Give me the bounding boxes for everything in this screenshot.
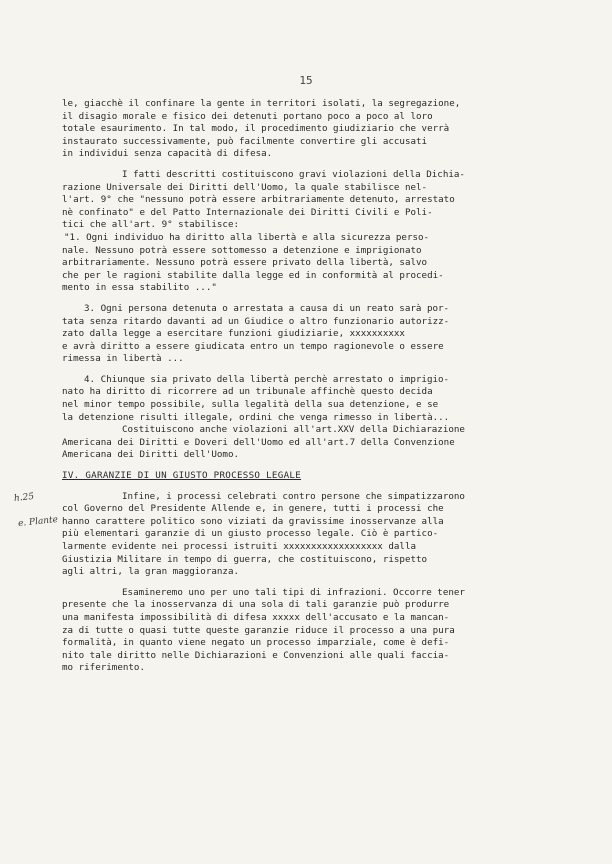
- page-number: 15: [299, 74, 313, 87]
- text-line: tata senza ritardo davanti ad un Giudice o altro funzionario autorizz-: [62, 315, 450, 327]
- text-line: agli altri, la gran maggioranza.: [62, 566, 240, 578]
- text-line: I fatti descritti costituiscono gravi violazioni della Dichia-: [122, 168, 465, 180]
- text-line: Esamineremo uno per uno tali tipi di infrazioni. Occorre tener: [122, 586, 465, 598]
- text-line: rimessa in libertà ...: [62, 353, 184, 365]
- text-line: una manifesta impossibilità di difesa xxxxx dell'accusato e la mancan-: [62, 611, 450, 623]
- text-line: nel minor tempo possibile, sulla legalità della sua detenzione, e se: [62, 399, 439, 411]
- text-line: mo riferimento.: [62, 662, 145, 674]
- paragraph: [62, 98, 572, 161]
- text-line: Americana dei Diritti e Doveri dell'Uomo ed all'art.7 della Convenzione: [62, 436, 455, 448]
- text-line: 3. Ogni persona detenuta o arrestata a causa di un reato sarà por-: [84, 302, 450, 314]
- text-line: tici che all'art. 9° stabilisce:: [62, 219, 240, 231]
- text-line: e avrà diritto a essere giudicata entro un tempo ragionevole o essere: [62, 340, 444, 352]
- text-line: l'art. 9° che "nessuno potrà essere arbitrariamente detenuto, arrestato: [62, 194, 455, 206]
- text-line: larmente evidente nei processi istruiti xxxxxxxxxxxxxxxxxx dalla: [62, 541, 417, 552]
- text-line: mento in essa stabilito ...": [62, 282, 217, 294]
- text-line: zato dalla legge a esercitare funzioni giudiziarie, xxxxxxxxxx: [62, 328, 405, 340]
- document-body: [62, 98, 572, 675]
- text-line: la detenzione risulti illegale, ordini che venga rimesso in libertà...: [62, 411, 450, 423]
- text-line: più elementari garanzie di un giusto processo legale. Ciò è partico-: [62, 528, 439, 540]
- text-line: formalità, in quanto viene negato un processo imparziale, come è defi-: [62, 637, 450, 649]
- text-line: hanno carattere politico sono viziati da gravissime inosservanze alla: [62, 515, 444, 527]
- text-line: Giustizia Militare in tempo di guerra, che costituiscono, rispetto: [62, 553, 428, 565]
- paragraph: [62, 303, 572, 366]
- text-line: nato ha diritto di ricorrere ad un tribunale affinchè questo decida: [62, 386, 433, 398]
- text-line: le, giacchè il confinare la gente in territori isolati, la segregazione,: [62, 98, 461, 109]
- paragraph: [62, 374, 572, 462]
- text-line: in individui senza capacità di difesa.: [62, 148, 273, 160]
- text-line: Infine, i processi celebrati contro persone che simpatizzarono: [122, 490, 465, 502]
- text-line: nito tale diritto nelle Dichiarazioni e Convenzioni alle quali faccia-: [62, 649, 450, 661]
- paragraph: [62, 169, 572, 295]
- handwritten-margin-note: h.25: [13, 491, 35, 505]
- text-line: totale esaurimento. In tal modo, il procedimento giudiziario che verrà: [62, 123, 450, 135]
- text-line: instaurato successivamente, può facilmente convertire gli accusati: [62, 135, 428, 147]
- text-line: za di tutte o quasi tutte queste garanzie riduce il processo a una pura: [62, 624, 455, 636]
- text-line: 4. Chiunque sia privato della libertà perchè arrestato o imprigio-: [84, 373, 450, 385]
- text-line: arbitrariamente. Nessuno potrà essere privato della libertà, salvo: [62, 257, 428, 269]
- text-line: col Governo del Presidente Allende e, in genere, tutti i processi che: [62, 503, 444, 515]
- text-line: nale. Nessuno potrà essere sottomesso a detenzione e imprigionato: [62, 244, 422, 256]
- paragraph: [62, 587, 572, 675]
- handwritten-margin-note: e. Plante: [17, 514, 59, 530]
- text-line: che per le ragioni stabilite dalla legge ed in conformità al procedi-: [62, 269, 444, 281]
- text-line: "1. Ogni individuo ha diritto alla libertà e alla sicurezza perso-: [64, 231, 430, 243]
- text-line: nè confinato" e del Patto Internazionale dei Diritti Civili e Poli-: [62, 206, 433, 218]
- text-line: razione Universale dei Diritti dell'Uomo, la quale stabilisce nel-: [62, 181, 428, 193]
- text-line: Americana dei Diritti dell'Uomo.: [62, 449, 240, 461]
- paragraph: [62, 491, 572, 579]
- section-heading: IV. GARANZIE DI UN GIUSTO PROCESSO LEGALE: [62, 470, 302, 482]
- text-line: Costituiscono anche violazioni all'art.XXV della Dichiarazione: [122, 424, 465, 436]
- text-line: presente che la inosservanza di una sola di tali garanzie può produrre: [62, 599, 450, 611]
- text-line: il disagio morale e fisico dei detenuti portano poco a poco al loro: [62, 110, 433, 122]
